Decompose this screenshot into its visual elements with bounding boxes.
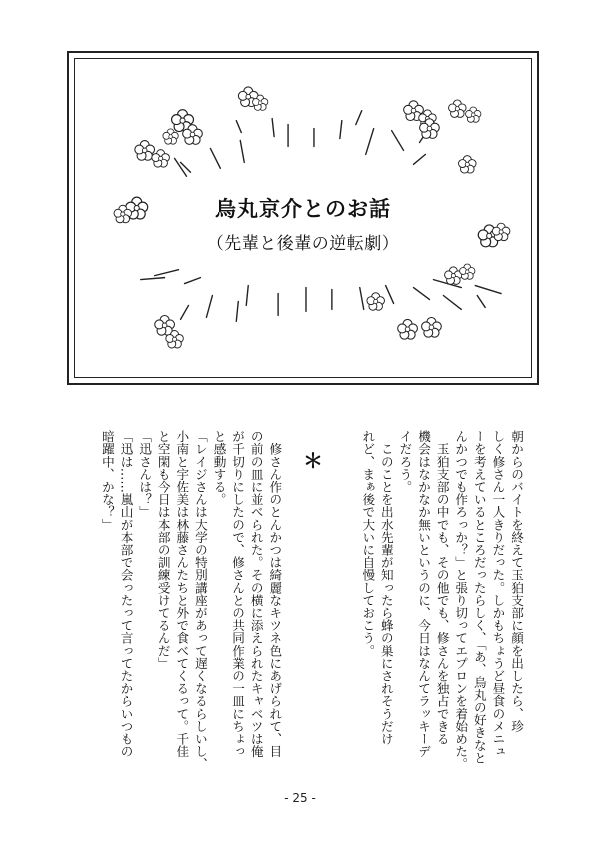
text-column: 玉狛支部の中でも、その他でも、修さんを独占できる (434, 430, 450, 745)
text-column: が千切りにしたので、修さんとの共同作業の一皿にちょっ (230, 430, 246, 758)
text-column: このことを出水先輩が知ったら蜂の巣にされそうだけ (378, 430, 394, 745)
story-title: 烏丸京介とのお話 (215, 197, 391, 221)
story-subtitle: （先輩と後輩の逆転劇） (206, 234, 400, 254)
text-column: 「迅さんは？」 (137, 430, 153, 519)
text-column: ーを考えているところだったらしく、「あ、烏丸の好きなと (471, 430, 487, 764)
title-frame-inner (74, 58, 532, 378)
text-column: イだろう。 (397, 430, 413, 493)
text-column: の前の皿に並べられた。その横に添えられたキャベツは俺 (248, 430, 264, 758)
text-column: 機会はなかなか無いというのに、今日はなんてラッキーデ (416, 430, 432, 758)
text-column: んかつでも作ろっか？」と張り切ってエプロンを着始めた。 (453, 430, 469, 771)
text-column: れど、まぁ後で大いに自慢しておこう。 (360, 430, 376, 657)
text-column: 「迅は……嵐山が本部で会ったって言ってたからいつもの (118, 430, 134, 758)
vertical-body-text (97, 430, 525, 782)
text-column (339, 430, 358, 782)
text-column: しく修さん一人きりだった。しかもちょうど昼食のメニュ (490, 430, 506, 758)
text-column: 「レイジさんは大学の特別講座があって遅くなるらしいし、 (192, 430, 208, 771)
text-column (320, 430, 339, 782)
scene-separator: ＊ (299, 450, 324, 470)
text-column: と感動する。 (211, 430, 227, 506)
text-column: 朝からのバイトを終えて玉狛支部に顔を出したら、珍 (509, 430, 524, 733)
text-column (283, 430, 302, 782)
text-column: 小南と宇佐美は林藤さんたちと外で食べてくるって。千佳 (174, 430, 190, 758)
text-column: 暗躍中、かな？」 (99, 430, 115, 531)
text-column: と空閑も今日は本部の訓練受けてるんだ」 (155, 430, 171, 670)
text-column: 修さん作のとんかつは綺麗なキツネ色にあげられて、目 (267, 430, 283, 758)
page-number: - 25 - (284, 791, 316, 805)
title-frame (67, 51, 539, 385)
